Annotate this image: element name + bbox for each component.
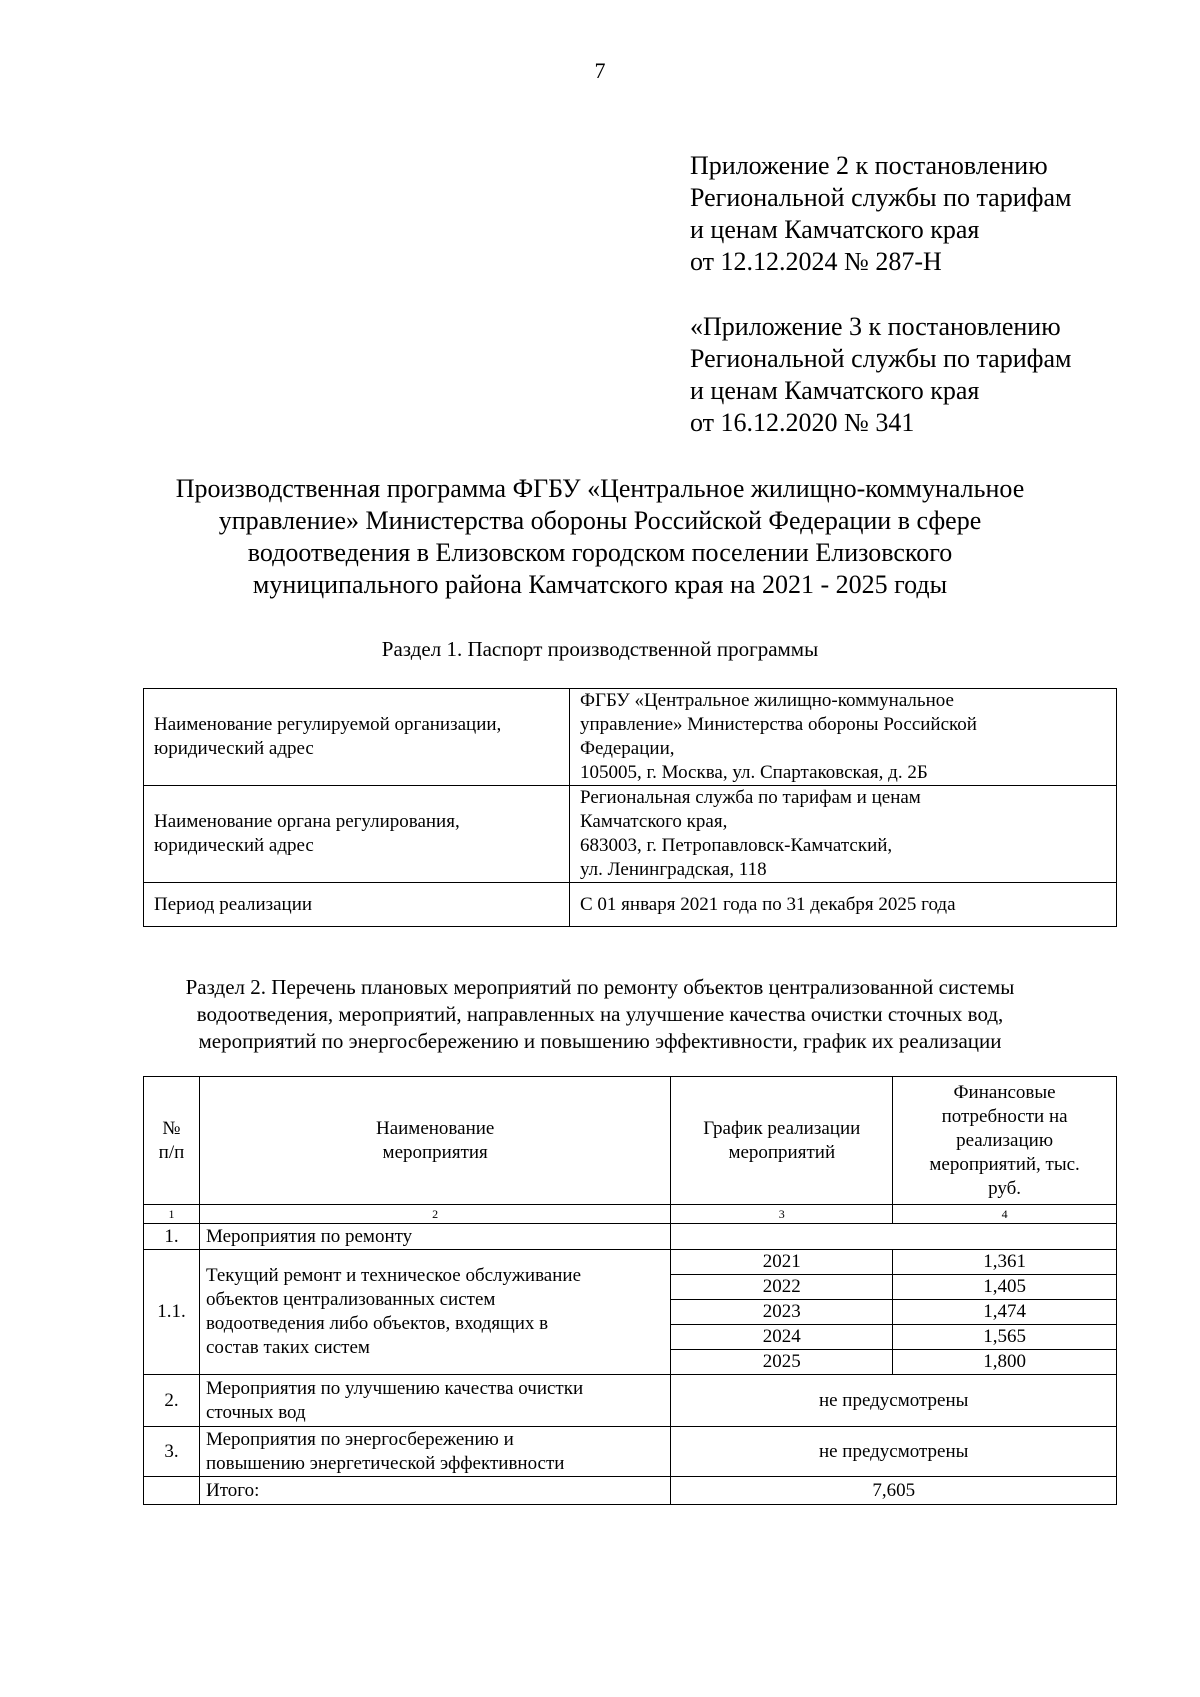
title-line: водоотведения, мероприятий, направленных на улучшение качества очистки сточных вод, [196,1002,1004,1026]
cell-line: С 01 января 2021 года по 31 декабря 2025 года [580,893,956,915]
appendix-reference-original [690,311,1160,439]
total-label: Итого: [199,1477,670,1505]
cell-line: График реализации [703,1117,861,1139]
row-num-cell: 1.1. [144,1250,200,1375]
header-name-cell [199,1077,670,1205]
table-row [144,1427,1117,1477]
title-line: Раздел 2. Перечень плановых мероприятий по ремонту объектов централизованной системы [185,975,1015,999]
cell-line: состав таких систем [205,1337,370,1358]
row-name-cell: Мероприятия по ремонту [199,1224,670,1250]
cell-line: управление» Министерства обороны Российской [580,714,977,735]
cell-line: 105005, г. Москва, ул. Спартаковская, д. 2Б [580,762,928,783]
year-cell: 2025 [671,1350,893,1375]
table-header-row [144,1077,1117,1205]
page-number: 7 [594,58,606,83]
cell-line: ФГБУ «Центральное жилищно-коммунальное [580,690,954,711]
cell-line: № [162,1117,181,1139]
value-cell: 1,361 [893,1250,1117,1275]
title-line: управление» Министерства обороны Российской Федерации в сфере [218,506,982,535]
appendix-line: и ценам Камчатского края [690,215,980,244]
cell-line: п/п [158,1141,185,1163]
appendix-line: и ценам Камчатского края [690,376,980,405]
cell-line: юридический адрес [154,738,314,759]
cell-line: мероприятия [382,1141,488,1163]
appendix-line: «Приложение 3 к постановлению [690,312,1061,341]
year-cell: 2022 [671,1275,893,1300]
cell-line: 683003, г. Петропавловск-Камчатский, [580,835,893,856]
table-row [144,1375,1117,1427]
cell-line: реализацию [956,1129,1054,1151]
cell-line: ул. Ленинградская, 118 [580,859,767,880]
value-cell: 1,474 [893,1300,1117,1325]
empty-cell [671,1224,1117,1250]
table-row [144,1250,1117,1275]
year-cell: 2023 [671,1300,893,1325]
header-schedule-cell [671,1077,893,1205]
passport-row-period [144,883,1117,927]
cell-line: руб. [988,1177,1022,1199]
row-name-cell [199,1427,670,1477]
cell-line: повышению энергетической эффективности [205,1452,565,1474]
passport-value-cell [570,883,1117,927]
title-line: муниципального района Камчатского края на 2021 - 2025 годы [252,570,948,599]
passport-label-cell [144,786,570,883]
column-number: 2 [199,1205,670,1224]
year-cell: 2024 [671,1325,893,1350]
row-num-cell: 2. [144,1375,200,1427]
passport-value-cell [570,786,1117,883]
value-cell: 1,565 [893,1325,1117,1350]
passport-row-organization [144,689,1117,786]
row-name-cell [199,1250,670,1375]
value-cell: 1,800 [893,1350,1117,1375]
row-num-cell: 1. [144,1224,200,1250]
cell-line: мероприятий [728,1141,836,1163]
column-number: 4 [893,1205,1117,1224]
cell-line: потребности на [941,1105,1068,1127]
cell-line: Текущий ремонт и техническое обслуживание [205,1265,582,1286]
passport-value-cell [570,689,1117,786]
title-line: мероприятий по энергосбережению и повышению эффективности, график их реализации [198,1029,1002,1053]
cell-line: Камчатского края, [580,811,728,832]
cell-line: водоотведения либо объектов, входящих в [205,1313,549,1334]
row-name-cell [199,1375,670,1427]
cell-line: сточных вод [205,1401,306,1423]
total-value: 7,605 [671,1477,1117,1505]
passport-table [143,688,1117,927]
appendix-line: от 16.12.2020 № 341 [690,408,915,437]
section-1-title: Раздел 1. Паспорт производственной программы [381,637,819,661]
column-number: 1 [144,1205,200,1224]
column-number: 3 [671,1205,893,1224]
cell-line: Период реализации [154,893,313,915]
appendix-line: Региональной службы по тарифам [690,183,1072,212]
cell-line: Наименование [375,1117,495,1139]
row-num-cell: 3. [144,1427,200,1477]
cell-line: Мероприятия по улучшению качества очистки [205,1377,584,1399]
empty-cell [144,1477,200,1505]
header-finance-cell [893,1077,1117,1205]
appendix-line: от 12.12.2024 № 287-Н [690,247,942,276]
cell-line: Наименование органа регулирования, [154,811,460,832]
year-cell: 2021 [671,1250,893,1275]
total-row [144,1477,1117,1505]
cell-line: объектов централизованных систем [205,1289,496,1310]
cell-line: юридический адрес [154,835,314,856]
column-number-row [144,1205,1117,1224]
passport-row-regulator [144,786,1117,883]
section-2-title [100,974,1100,1055]
cell-line: мероприятий, тыс. [929,1153,1080,1175]
title-line: Производственная программа ФГБУ «Центральное жилищно-коммунальное [175,474,1025,503]
cell-line: Наименование регулируемой организации, [154,714,502,735]
measures-table [143,1076,1117,1505]
merged-value-cell: не предусмотрены [671,1375,1117,1427]
appendix-line: Приложение 2 к постановлению [690,151,1048,180]
appendix-reference-current [690,150,1160,278]
table-row [144,1224,1117,1250]
passport-label-cell [144,689,570,786]
value-cell: 1,405 [893,1275,1117,1300]
merged-value-cell: не предусмотрены [671,1427,1117,1477]
appendix-line: Региональной службы по тарифам [690,344,1072,373]
cell-line: Региональная служба по тарифам и ценам [580,787,921,808]
title-line: водоотведения в Елизовском городском поселении Елизовского [247,538,953,567]
cell-line: Финансовые [953,1081,1056,1103]
passport-label-cell [144,883,570,927]
cell-line: Мероприятия по энергосбережению и [205,1428,514,1450]
header-num-cell [144,1077,200,1205]
program-title [100,473,1100,601]
cell-line: Федерации, [580,738,675,759]
